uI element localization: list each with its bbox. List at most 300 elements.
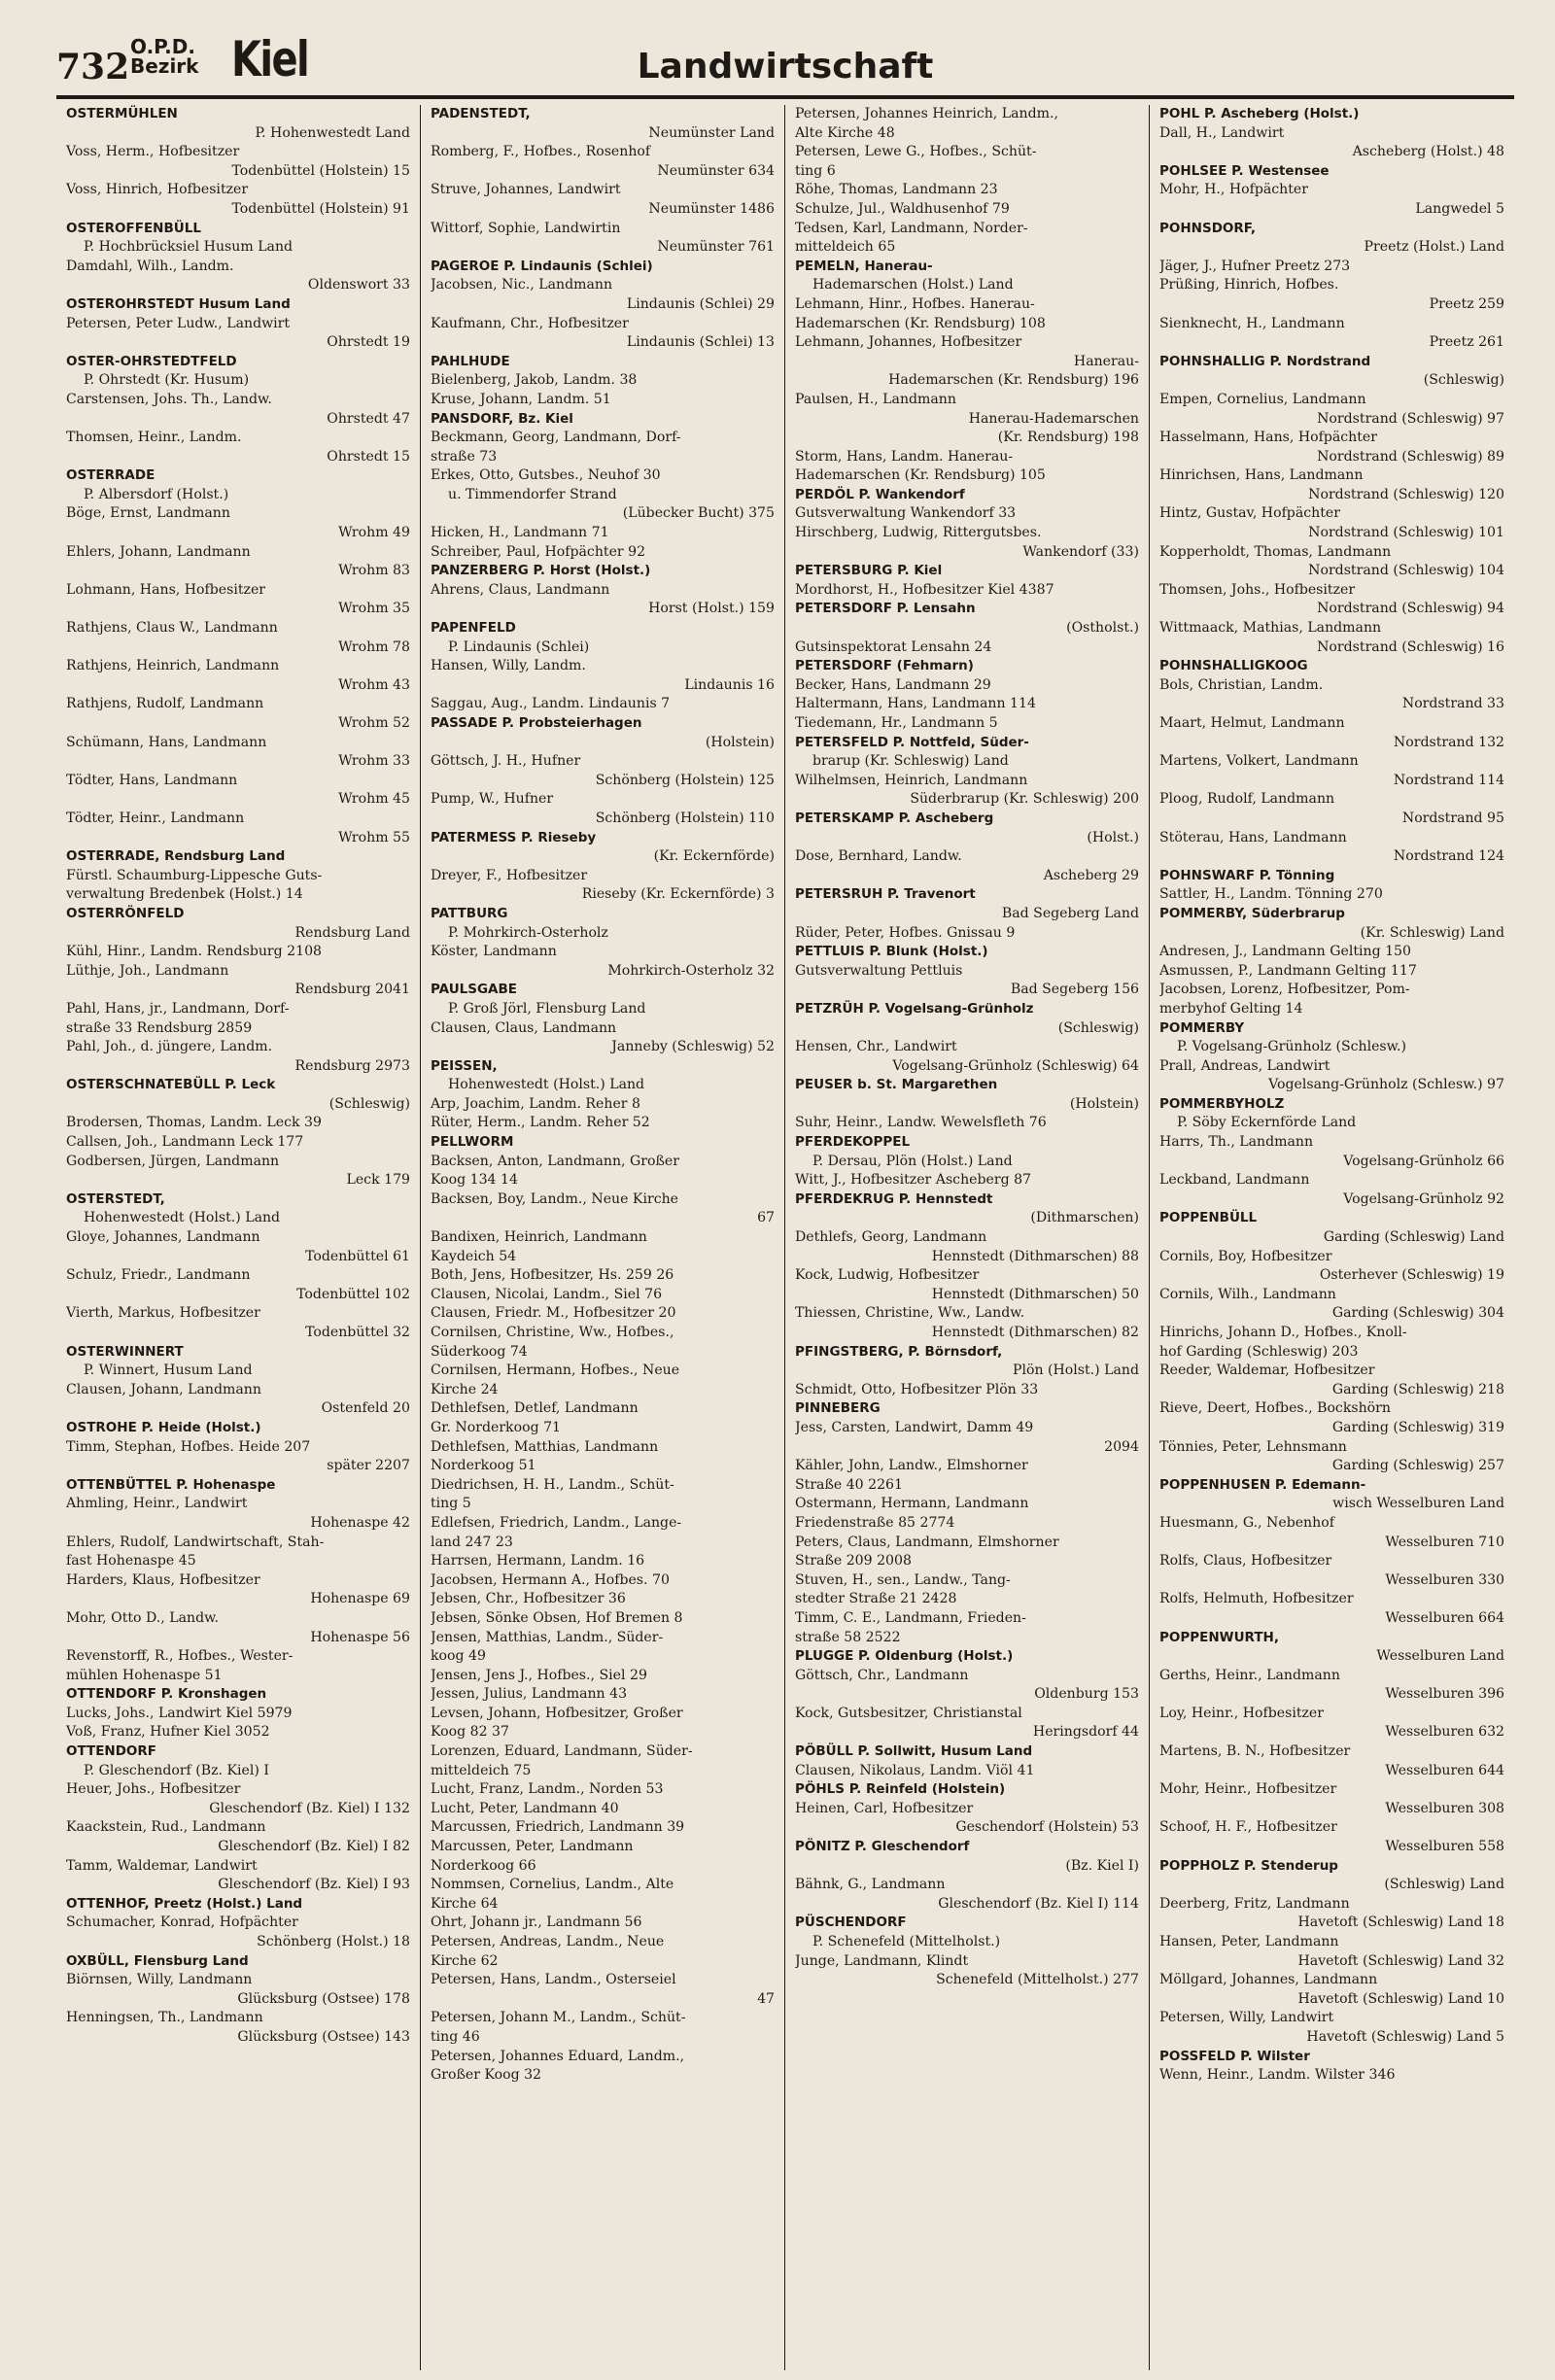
entry-line: Ostenfeld 20 [321,1400,410,1417]
place-heading: PAPENFELD [431,620,516,637]
entry-line: brarup (Kr. Schleswig) Land [812,753,1009,770]
entry-line: Nordstrand 33 [1401,696,1504,712]
place-heading: PFINGSTBERG, P. Börnsdorf, [795,1343,1003,1360]
entry-line: Rolfs, Claus, Hofbesitzer [1159,1553,1332,1569]
entry-line: (Kr. Schleswig) Land [1360,924,1504,941]
place-heading: POSSFELD P. Wilster [1159,2048,1310,2064]
entry-line: Clausen, Nicolai, Landm., Siel 76 [431,1286,663,1302]
entry-line: Ohrstedt 47 [327,410,410,427]
entry-line: Kaydeich 54 [431,1248,517,1264]
entry-line: Levsen, Johann, Hofbesitzer, Großer [431,1705,683,1721]
entry-line: Preetz (Holst.) Land [1364,239,1504,256]
entry-line: mitteldeich 65 [795,239,896,256]
entry-line: Nordstrand 132 [1393,734,1504,750]
entry-line: Jebsen, Chr., Hofbesitzer 36 [431,1591,626,1607]
entry-line: P. Albersdorf (Holst.) [84,486,229,502]
entry-line: Kirche 64 [431,1895,499,1912]
entry-line: (Kr. Rendsburg) 198 [997,430,1139,446]
entry-line: Pahl, Joh., d. jüngere, Landm. [66,1039,273,1055]
entry-line: Bandixen, Heinrich, Landmann [431,1229,647,1246]
entry-line: Wrohm 83 [338,563,410,579]
place-heading: OTTENDORF [66,1743,157,1760]
entry-line: Rieve, Deert, Hofbes., Bockshörn [1159,1400,1391,1417]
place-heading: POHNSHALLIGKOOG [1159,658,1308,674]
entry-line: Todenbüttel 32 [305,1325,410,1340]
entry-line: Asmussen, P., Landmann Gelting 117 [1159,962,1417,979]
entry-line: Godbersen, Jürgen, Landmann [66,1153,280,1169]
entry-line: Schulze, Jul., Waldhusenhof 79 [795,200,1010,217]
place-heading: OSTERSTEDT, [66,1190,165,1207]
entry-line: Marcussen, Peter, Landmann [431,1839,634,1855]
entry-line: Kruse, Johann, Landm. 51 [431,391,611,407]
place-heading: PFERDEKRUG P. Hennstedt [795,1190,993,1207]
entry-line: Jacobsen, Nic., Landmann [431,277,613,293]
column-4 [1150,105,1514,2370]
entry-line: Möllgard, Johannes, Landmann [1159,1972,1378,1988]
entry-line: Rolfs, Helmuth, Hofbesitzer [1159,1591,1354,1607]
entry-line: Nordstrand (Schleswig) 94 [1317,601,1504,617]
entry-line: Damdahl, Wilh., Landm. [66,258,234,274]
entry-line: Lucht, Franz, Landm., Norden 53 [431,1781,664,1798]
entry-line: Nordstrand 114 [1393,772,1504,788]
entry-line: Hohenaspe 42 [310,1514,410,1531]
place-heading: OSTERSCHNATEBÜLL P. Leck [66,1077,276,1093]
entry-line: Stöterau, Hans, Landmann [1159,829,1347,845]
entry-line: Nordstrand (Schleswig) 120 [1308,486,1504,502]
entry-line: Lorenzen, Eduard, Landmann, Süder- [431,1743,693,1760]
entry-line: Schumacher, Konrad, Hofpächter [66,1914,298,1931]
entry-line: 2094 [1104,1438,1139,1455]
place-heading: PAGEROE P. Lindaunis (Schlei) [431,258,653,274]
place-heading: PANZERBERG P. Horst (Holst.) [431,563,651,579]
entry-line: Hanerau-Hademarschen [968,410,1139,427]
entry-line: wisch Wesselburen Land [1332,1496,1504,1512]
entry-line: Wrohm 55 [338,829,410,845]
entry-line: Havetoft (Schleswig) Land 32 [1297,1952,1504,1969]
entry-line: Tamm, Waldemar, Landwirt [66,1857,258,1874]
entry-line: Hennstedt (Dithmarschen) 50 [931,1286,1139,1302]
entry-line: Garding (Schleswig) 319 [1331,1419,1504,1435]
entry-line: Hensen, Chr., Landwirt [795,1039,957,1055]
entry-line: (Schleswig) [1423,372,1504,389]
entry-line: 47 [757,1990,775,2007]
entry-line: ting 5 [431,1496,471,1512]
entry-line: Lindaunis (Schlei) 13 [626,334,775,351]
place-heading: POMMERBYHOLZ [1159,1095,1285,1112]
entry-line: Todenbüttel 102 [296,1286,410,1302]
entry-line: Paulsen, H., Landmann [795,391,956,407]
entry-line: ting 46 [431,2028,480,2045]
place-heading: POPPENHUSEN P. Edemann- [1159,1476,1366,1493]
entry-line: verwaltung Bredenbek (Holst.) 14 [66,886,303,903]
entry-line: Rathjens, Rudolf, Landmann [66,696,264,712]
entry-line: Gloye, Johannes, Landmann [66,1229,260,1246]
place-heading: PEMELN, Hanerau- [795,258,933,274]
entry-line: Tödter, Hans, Landmann [66,772,238,788]
entry-line: Wesselburen 664 [1385,1609,1504,1626]
entry-line: P. Groß Jörl, Flensburg Land [448,1000,646,1017]
entry-line: P. Gleschendorf (Bz. Kiel) I [84,1762,269,1778]
entry-line: Kühl, Hinr., Landm. Rendsburg 2108 [66,944,323,960]
entry-line: Jebsen, Sönke Obsen, Hof Bremen 8 [431,1609,683,1626]
entry-line: Nordstrand (Schleswig) 97 [1317,410,1504,427]
entry-line: Janneby (Schleswig) 52 [611,1039,775,1055]
entry-line: Jäger, J., Hufner Preetz 273 [1159,258,1351,274]
place-heading: PAHLHUDE [431,353,510,369]
entry-line: Ehlers, Rudolf, Landwirtschaft, Stah- [66,1534,325,1550]
entry-line: P. Lindaunis (Schlei) [448,638,590,655]
entry-line: straße 73 [431,448,498,465]
entry-line: Kirche 24 [431,1381,499,1397]
entry-line: Deerberg, Fritz, Landmann [1159,1895,1350,1912]
section-title: Landwirtschaft [637,47,934,86]
entry-line: P. Hohenwestedt Land [255,124,410,141]
entry-line: Wesselburen 330 [1385,1571,1504,1588]
entry-line: Straße 40 2261 [795,1476,903,1493]
entry-line: Huesmann, G., Nebenhof [1159,1514,1334,1531]
entry-line: Wesselburen 558 [1385,1839,1504,1855]
entry-line: Andresen, J., Landmann Gelting 150 [1159,944,1411,960]
place-heading: PÜSCHENDORF [795,1914,907,1931]
place-heading: PÖBÜLL P. Sollwitt, Husum Land [795,1743,1033,1760]
entry-line: Wesselburen 396 [1385,1686,1504,1703]
entry-line: Schümann, Hans, Landmann [66,734,267,750]
entry-line: Norderkoog 66 [431,1857,536,1874]
entry-line: Leckband, Landmann [1159,1172,1310,1189]
entry-line: Jacobsen, Hermann A., Hofbes. 70 [431,1571,670,1588]
entry-line: Vogelsang-Grünholz 92 [1343,1190,1504,1207]
entry-line: Wesselburen 644 [1385,1762,1504,1778]
entry-line: hof Garding (Schleswig) 203 [1159,1343,1359,1360]
entry-line: Romberg, F., Hofbes., Rosenhof [431,144,651,160]
place-heading: OSTROHE P. Heide (Holst.) [66,1419,261,1435]
entry-line: Dethlefsen, Matthias, Landmann [431,1438,659,1455]
entry-line: 67 [757,1210,775,1226]
entry-line: Havetoft (Schleswig) Land 5 [1306,2028,1504,2045]
entry-line: Prall, Andreas, Landwirt [1159,1057,1330,1074]
entry-line: Kock, Gutsbesitzer, Christianstal [795,1705,1022,1721]
place-heading: PELLWORM [431,1134,514,1151]
entry-line: Stuven, H., sen., Landw., Tang- [795,1571,1011,1588]
entry-line: Garding (Schleswig) 257 [1331,1458,1504,1474]
entry-line: Bielenberg, Jakob, Landm. 38 [431,372,638,389]
place-heading: PÖNITZ P. Gleschendorf [795,1839,970,1855]
entry-line: Havetoft (Schleswig) Land 18 [1297,1914,1504,1931]
entry-line: Koog 134 14 [431,1172,518,1189]
entry-line: Ostermann, Hermann, Landmann [795,1496,1029,1512]
place-heading: POMMERBY, Süderbrarup [1159,905,1345,921]
entry-line: Ohrstedt 15 [327,448,410,465]
entry-line: Callsen, Joh., Landmann Leck 177 [66,1134,304,1151]
entry-line: Petersen, Hans, Landm., Osterseiel [431,1972,676,1988]
entry-line: Henningsen, Th., Landmann [66,2010,263,2026]
entry-line: Köster, Landmann [431,944,557,960]
entry-line: P. Mohrkirch-Osterholz [448,924,608,941]
place-heading: PETZRÜH P. Vogelsang-Grünholz [795,1000,1034,1017]
entry-line: Wrohm 52 [338,715,410,731]
entry-line: Garding (Schleswig) 218 [1331,1381,1504,1397]
entry-line: Mordhorst, H., Hofbesitzer Kiel 4387 [795,581,1054,598]
district-city: Kiel [231,31,309,87]
entry-line: Wesselburen 632 [1385,1724,1504,1741]
entry-line: Vogelsang-Grünholz (Schleswig) 64 [892,1057,1139,1074]
entry-line: Rendsburg 2973 [294,1057,410,1074]
page-header [56,25,1514,99]
entry-line: Hohenwestedt (Holst.) Land [448,1077,645,1093]
entry-line: Schreiber, Paul, Hofpächter 92 [431,543,646,560]
entry-line: Dethlefs, Georg, Landmann [795,1229,987,1246]
entry-line: Leck 179 [346,1172,410,1189]
column-3 [785,105,1150,2370]
district-label-line1: O.P.D. [130,35,195,58]
entry-line: Timm, C. E., Landmann, Frieden- [795,1609,1026,1626]
entry-line: (Lübecker Bucht) 375 [622,505,775,522]
place-heading: PINNEBERG [795,1400,881,1417]
column-1 [56,105,421,2370]
entry-line: Marcussen, Friedrich, Landmann 39 [431,1819,685,1836]
place-heading: PERDÖL P. Wankendorf [795,486,965,502]
entry-line: Gr. Norderkoog 71 [431,1419,562,1435]
entry-line: Preetz 261 [1429,334,1504,351]
entry-line: Gerths, Heinr., Landmann [1159,1667,1340,1683]
entry-line: Neumünster 761 [657,239,775,256]
entry-line: Bad Segeberg 156 [1010,982,1139,998]
entry-line: Tedsen, Karl, Landmann, Norder- [795,220,1028,236]
entry-line: Witt, J., Hofbesitzer Ascheberg 87 [795,1172,1032,1189]
entry-line: Backsen, Boy, Landm., Neue Kirche [431,1190,679,1207]
entry-line: Gutsverwaltung Pettluis [795,962,963,979]
entry-line: Mohr, H., Hofpächter [1159,182,1309,198]
entry-line: Fürstl. Schaumburg-Lippesche Guts- [66,867,323,883]
entry-line: Empen, Cornelius, Landmann [1159,391,1366,407]
entry-line: Thiessen, Christine, Ww., Landw. [795,1305,1025,1322]
entry-line: Hohenaspe 69 [310,1591,410,1607]
entry-line: (Schleswig) [1057,1019,1139,1036]
entry-line: Thomsen, Johs., Hofbesitzer [1159,581,1356,598]
entry-line: Wenn, Heinr., Landm. Wilster 346 [1159,2067,1396,2084]
entry-line: Cornilsen, Christine, Ww., Hofbes., [431,1325,674,1340]
entry-line: Petersen, Andreas, Landm., Neue [431,1934,665,1949]
entry-line: mühlen Hohenaspe 51 [66,1667,223,1683]
entry-line: Martens, B. N., Hofbesitzer [1159,1743,1351,1760]
entry-line: Nommsen, Cornelius, Landm., Alte [431,1877,674,1893]
entry-line: Nordstrand (Schleswig) 101 [1308,525,1504,541]
entry-line: Preetz 259 [1429,295,1504,312]
entry-line: Petersen, Peter Ludw., Landwirt [66,315,291,331]
entry-line: Nordstrand 95 [1401,810,1504,826]
place-heading: PETERSBURG P. Kiel [795,563,943,579]
entry-line: Thomsen, Heinr., Landm. [66,430,242,446]
entry-line: Clausen, Friedr. M., Hofbesitzer 20 [431,1305,676,1322]
entry-line: Lindaunis (Schlei) 29 [626,295,775,312]
entry-line: Rathjens, Claus W., Landmann [66,620,278,637]
entry-line: mitteldeich 75 [431,1762,532,1778]
entry-line: (Holstein) [1069,1095,1139,1112]
entry-line: Hademarschen (Holst.) Land [812,277,1014,293]
entry-line: Harrs, Th., Landmann [1159,1134,1314,1151]
entry-line: Wankendorf (33) [1022,543,1139,560]
place-heading: PETERSRUH P. Travenort [795,886,976,903]
entry-line: Pahl, Hans, jr., Landmann, Dorf- [66,1000,290,1017]
entry-line: Wesselburen 710 [1385,1534,1504,1550]
entry-line: Timm, Stephan, Hofbes. Heide 207 [66,1438,311,1455]
entry-line: Rendsburg Land [294,924,410,941]
place-heading: POHNSHALLIG P. Nordstrand [1159,353,1371,369]
entry-line: Koog 82 37 [431,1724,509,1741]
entry-line: Röhe, Thomas, Landmann 23 [795,182,998,198]
entry-line: Ahrens, Claus, Landmann [431,581,610,598]
entry-line: P. Söby Eckernförde Land [1177,1115,1357,1131]
entry-line: Neumünster 634 [657,162,775,179]
place-heading: OXBÜLL, Flensburg Land [66,1952,249,1969]
entry-line: Plön (Holst.) Land [1012,1362,1139,1379]
entry-line: Hinrichs, Johann D., Hofbes., Knoll- [1159,1325,1407,1340]
entry-line: Clausen, Nikolaus, Landm. Viöl 41 [795,1762,1035,1778]
entry-line: Loy, Heinr., Hofbesitzer [1159,1705,1324,1721]
place-heading: OSTERRADE, Rendsburg Land [66,848,286,865]
place-heading: POHNSDORF, [1159,220,1256,236]
entry-line: (Bz. Kiel I) [1065,1857,1139,1874]
entry-line: Hennstedt (Dithmarschen) 88 [931,1248,1139,1264]
place-heading: PANSDORF, Bz. Kiel [431,410,573,427]
entry-line: Havetoft (Schleswig) Land 10 [1297,1990,1504,2007]
entry-line: Nordstrand (Schleswig) 16 [1317,638,1504,655]
entry-line: Hansen, Peter, Landmann [1159,1934,1339,1949]
entry-line: Prüßing, Hinrich, Hofbes. [1159,277,1339,293]
place-heading: PAULSGABE [431,982,518,998]
entry-line: Voss, Hinrich, Hofbesitzer [66,182,249,198]
entry-line: Wrohm 49 [338,525,410,541]
district-label-line2: Bezirk [130,54,199,78]
entry-line: Petersen, Willy, Landwirt [1159,2010,1334,2026]
entry-line: Tödter, Heinr., Landmann [66,810,245,826]
entry-line: Cornilsen, Hermann, Hofbes., Neue [431,1362,680,1379]
entry-line: Wilhelmsen, Heinrich, Landmann [795,772,1028,788]
entry-line: Schönberg (Holst.) 18 [257,1934,410,1949]
entry-line: Ehlers, Johann, Landmann [66,543,251,560]
place-heading: OSTERWINNERT [66,1343,184,1360]
entry-line: (Schleswig) Land [1384,1877,1504,1893]
place-heading: POHNSWARF P. Tönning [1159,867,1335,883]
entry-line: Süderbrarup (Kr. Schleswig) 200 [910,791,1139,808]
place-heading: PEISSEN, [431,1057,498,1074]
entry-line: Kaackstein, Rud., Landmann [66,1819,266,1836]
place-heading: OTTENHOF, Preetz (Holst.) Land [66,1895,303,1912]
entry-line: Bols, Christian, Landm. [1159,676,1324,693]
entry-line: Schönberg (Holstein) 125 [595,772,775,788]
entry-line: Langwedel 5 [1415,200,1504,217]
entry-line: Lehmann, Hinr., Hofbes. Hanerau- [795,295,1035,312]
entry-line: Schmidt, Otto, Hofbesitzer Plön 33 [795,1381,1039,1397]
entry-line: Geschendorf (Holstein) 53 [955,1819,1139,1836]
entry-line: Oldenswort 33 [307,277,410,293]
entry-line: land 247 23 [431,1534,513,1550]
entry-line: (Ostholst.) [1066,620,1139,637]
entry-line: Gleschendorf (Bz. Kiel) I 132 [209,1800,410,1816]
entry-line: Schenefeld (Mittelholst.) 277 [936,1972,1139,1988]
entry-line: Kock, Ludwig, Hofbesitzer [795,1267,980,1284]
entry-line: Heinen, Carl, Hofbesitzer [795,1800,974,1816]
entry-line: Lucht, Peter, Landmann 40 [431,1800,619,1816]
entry-line: Wrohm 43 [338,676,410,693]
entry-line: Wesselburen Land [1376,1648,1504,1665]
entry-line: Voß, Franz, Hufner Kiel 3052 [66,1724,270,1741]
place-heading: POHL P. Ascheberg (Holst.) [1159,106,1360,121]
entry-line: Heringsdorf 44 [1032,1724,1139,1741]
entry-line: Hademarschen (Kr. Rendsburg) 196 [888,372,1139,389]
entry-line: Hanerau- [1073,353,1139,369]
entry-line: Horst (Holst.) 159 [648,601,775,617]
entry-line: koog 49 [431,1648,486,1665]
entry-line: Bad Segeberg Land [1001,905,1139,921]
entry-line: straße 58 2522 [795,1629,901,1645]
place-heading: POPPENWURTH, [1159,1629,1279,1645]
entry-line: (Holst.) [1087,829,1139,845]
entry-line: (Schleswig) [328,1095,410,1112]
place-heading: PLUGGE P. Oldenburg (Holst.) [795,1648,1014,1665]
entry-line: Straße 209 2008 [795,1553,912,1569]
entry-line: fast Hohenaspe 45 [66,1553,196,1569]
entry-line: später 2207 [327,1458,410,1474]
entry-line: Hirschberg, Ludwig, Rittergutsbes. [795,525,1042,541]
entry-line: Struve, Johannes, Landwirt [431,182,621,198]
entry-line: Revenstorff, R., Hofbes., Wester- [66,1648,294,1665]
entry-line: Hennstedt (Dithmarschen) 82 [931,1325,1139,1340]
entry-line: Garding (Schleswig) Land [1323,1229,1504,1246]
entry-line: Lohmann, Hans, Hofbesitzer [66,581,266,598]
entry-line: Carstensen, Johs. Th., Landw. [66,391,272,407]
place-heading: POPPHOLZ P. Stenderup [1159,1857,1338,1874]
entry-line: Harrsen, Hermann, Landm. 16 [431,1553,645,1569]
entry-line: Großer Koog 32 [431,2067,542,2084]
entry-line: Hinrichsen, Hans, Landmann [1159,467,1364,484]
entry-line: Wrohm 45 [338,791,410,808]
entry-line: Petersen, Lewe G., Hofbes., Schüt- [795,144,1037,160]
entry-line: Todenbüttel (Holstein) 91 [231,200,410,217]
place-heading: PATERMESS P. Rieseby [431,829,597,845]
entry-line: Sienknecht, H., Landmann [1159,315,1345,331]
entry-line: Rathjens, Heinrich, Landmann [66,658,280,674]
entry-line: Todenbüttel 61 [305,1248,410,1264]
entry-line: Both, Jens, Hofbesitzer, Hs. 259 26 [431,1267,674,1284]
entry-line: Hademarschen (Kr. Rendsburg) 108 [795,315,1046,331]
entry-line: Storm, Hans, Landm. Hanerau- [795,448,1014,465]
entry-line: Vogelsang-Grünholz (Schlesw.) 97 [1268,1077,1504,1093]
entry-line: Dreyer, F., Hofbesitzer [431,867,588,883]
entry-line: Mohr, Otto D., Landw. [66,1609,219,1626]
place-heading: OTTENBÜTTEL P. Hohenaspe [66,1476,276,1493]
entry-line: Friedenstraße 85 2774 [795,1514,955,1531]
place-heading: OSTERMÜHLEN [66,106,178,121]
entry-line: Bähnk, G., Landmann [795,1877,946,1893]
entry-line: Süderkoog 74 [431,1343,528,1360]
column-2 [421,105,785,2370]
entry-line: Lehmann, Johannes, Hofbesitzer [795,334,1022,351]
place-heading: PETTLUIS P. Blunk (Holst.) [795,944,988,960]
place-heading: OSTEROHRSTEDT Husum Land [66,295,291,312]
entry-line: Wittorf, Sophie, Landwirtin [431,220,621,236]
entry-line: Göttsch, Chr., Landmann [795,1667,969,1683]
entry-line: P. Ohrstedt (Kr. Husum) [84,372,250,389]
entry-line: Kähler, John, Landw., Elmshorner [795,1458,1028,1474]
entry-line: Mohr, Heinr., Hofbesitzer [1159,1781,1337,1798]
entry-line: Ascheberg 29 [1043,867,1139,883]
entry-line: Wrohm 35 [338,601,410,617]
columns [56,105,1514,2370]
entry-line: stedter Straße 21 2428 [795,1591,957,1607]
entry-line: Böge, Ernst, Landmann [66,505,230,522]
place-heading: POMMERBY [1159,1019,1245,1036]
